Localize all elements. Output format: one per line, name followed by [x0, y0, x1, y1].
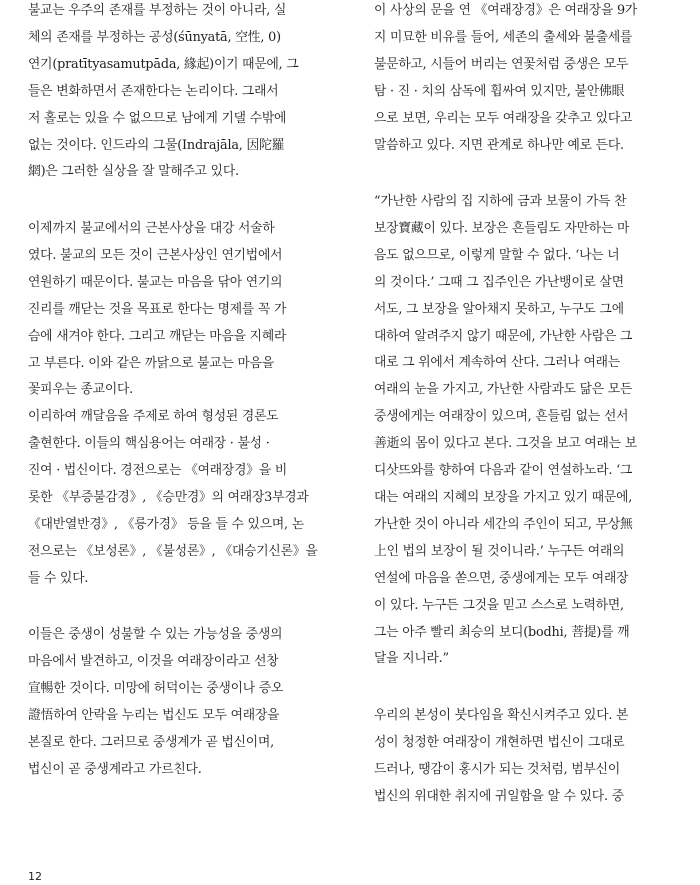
text-line: 고 부른다. 이와 같은 까닭으로 불교는 마음을: [28, 355, 274, 371]
text-line: 음도 없으므로, 이렇게 말할 수 없다. ‘나는 너: [374, 247, 620, 263]
text-line: 진여 · 법신이다. 경전으로는 《여래장경》을 비: [28, 463, 288, 479]
text-line: 들 수 있다.: [28, 570, 89, 586]
text-line: 으로 보면, 우리는 모두 여래장을 갖추고 있다고: [374, 110, 633, 126]
text-line: 디삿뜨와를 향하여 다음과 같이 연설하노라. ‘그: [374, 463, 633, 479]
text-line: 불문하고, 시들어 버리는 연꽃처럼 중생은 모두: [374, 56, 629, 72]
text-line: 보장寶藏이 있다. 보장은 흔들림도 자만하는 마: [374, 220, 630, 236]
text-line: 출현한다. 이들의 핵심용어는 여래장 · 불성 ·: [28, 436, 270, 452]
paragraph: [374, 189, 670, 673]
text-line: 의 것이다.’ 그때 그 집주인은 가난뱅이로 살면: [374, 274, 624, 290]
text-line: “가난한 사람의 집 지하에 금과 보물이 가득 찬: [374, 194, 627, 209]
text-line: 이 있다. 누구든 그것을 믿고 스스로 노력하면,: [374, 597, 624, 613]
text-line: 마음에서 발견하고, 이것을 여래장이라고 선창: [28, 653, 279, 669]
text-line: 대는 여래의 지혜의 보장을 가지고 있기 때문에,: [374, 489, 633, 505]
text-line: 법신이 곧 중생계라고 가르친다.: [28, 761, 202, 777]
text-line: 본질로 한다. 그러므로 중생계가 곧 법신이며,: [28, 734, 274, 750]
text-line: 중생에게는 여래장이 있으며, 흔들림 없는 선서: [374, 409, 629, 425]
text-line: 말씀하고 있다. 지면 관계로 하나만 예로 든다.: [374, 137, 624, 153]
text-line: 달을 지니라.”: [374, 651, 449, 667]
text-line: 불교는 우주의 존재를 부정하는 것이 아니라, 실: [28, 3, 287, 18]
text-line: 이들은 중생이 성불할 수 있는 가능성을 중생의: [28, 627, 283, 642]
text-line: 이제까지 불교에서의 근본사상을 대강 서술하: [28, 221, 275, 236]
text-line: 없는 것이다. 인드라의 그물(Indrajāla, 因陀羅: [28, 137, 285, 153]
text-line: 가난한 것이 아니라 세간의 주인이 되고, 무상無: [374, 516, 633, 532]
paragraph: [374, 0, 670, 159]
text-line: 연원하기 때문이다. 불교는 마음을 닦아 연기의: [28, 274, 283, 290]
text-line: 대하여 알려주지 않기 때문에, 가난한 사람은 그: [374, 328, 633, 344]
text-line: 성이 청정한 여래장이 개현하면 법신이 그대로: [374, 734, 625, 750]
text-line: 롯한 《부증불감경》, 《승만경》의 여래장3부경과: [28, 490, 309, 506]
text-line: 이 사상의 문을 연 《여래장경》은 여래장을 9가: [374, 3, 638, 18]
text-line: 법신의 위대한 취지에 귀일함을 알 수 있다. 중: [374, 788, 624, 804]
text-line: 드러나, 땡감이 홍시가 되는 것처럼, 범부신이: [374, 761, 620, 777]
text-line: 들은 변화하면서 존재한다는 논리이다. 그래서: [28, 83, 279, 99]
text-line: 證悟하여 안락을 누리는 법신도 모두 여래장을: [28, 707, 280, 723]
text-line: 그는 아주 빨리 최승의 보디(bodhi, 菩提)를 깨: [374, 624, 630, 640]
text-line: 탐 · 진 · 치의 삼독에 휩싸여 있지만, 불안佛眼: [374, 83, 625, 99]
paragraph: [28, 0, 324, 186]
text-line: 연기(pratītyasamutpāda, 緣起)이기 때문에, 그: [28, 56, 299, 72]
paragraph: [374, 703, 670, 811]
text-line: 여래의 눈을 가지고, 가난한 사람과도 닮은 모든: [374, 382, 633, 398]
text-line: 網)은 그러한 실상을 잘 말해주고 있다.: [28, 164, 239, 180]
text-line: 였다. 불교의 모든 것이 근본사상인 연기법에서: [28, 247, 283, 263]
text-line: 《대반열반경》, 《릉가경》 등을 들 수 있으며, 논: [28, 516, 304, 532]
text-line: 우리의 본성이 붓다임을 확신시켜주고 있다. 본: [374, 708, 629, 723]
page-number: 12: [28, 870, 42, 883]
text-line: 지 미묘한 비유를 들어, 세존의 출세와 불출세를: [374, 29, 633, 45]
text-line: 宣暢한 것이다. 미망에 허덕이는 중생이나 증오: [28, 680, 284, 696]
text-line: 전으로는 《보성론》, 《불성론》, 《대승기신론》을: [28, 543, 318, 559]
text-line: 체의 존재를 부정하는 공성(śūnyatā, 空性, 0): [28, 29, 281, 45]
text-line: 上인 법의 보장이 될 것이니라.’ 누구든 여래의: [374, 543, 625, 559]
text-line: 연설에 마음을 쏟으면, 중생에게는 모두 여래장: [374, 570, 629, 586]
text-line: 저 홀로는 있을 수 없으므로 남에게 기댈 수밖에: [28, 110, 287, 126]
text-line: 서도, 그 보장을 알아채지 못하고, 누구도 그에: [374, 301, 624, 317]
text-line: 슴에 새겨야 한다. 그리고 깨닫는 마음을 지혜라: [28, 328, 287, 344]
text-line: 善逝의 몸이 있다고 본다. 그것을 보고 여래는 보: [374, 436, 637, 452]
paragraph: [28, 216, 324, 593]
paragraph: [28, 622, 324, 783]
text-line: 대로 그 위에서 계속하여 산다. 그러나 여래는: [374, 355, 620, 371]
text-line: 진리를 깨닫는 것을 목표로 한다는 명제를 꼭 가: [28, 301, 287, 317]
text-line: 이리하여 깨달음을 주제로 하여 형성된 경론도: [28, 409, 279, 425]
text-line: 꽃피우는 종교이다.: [28, 382, 134, 398]
